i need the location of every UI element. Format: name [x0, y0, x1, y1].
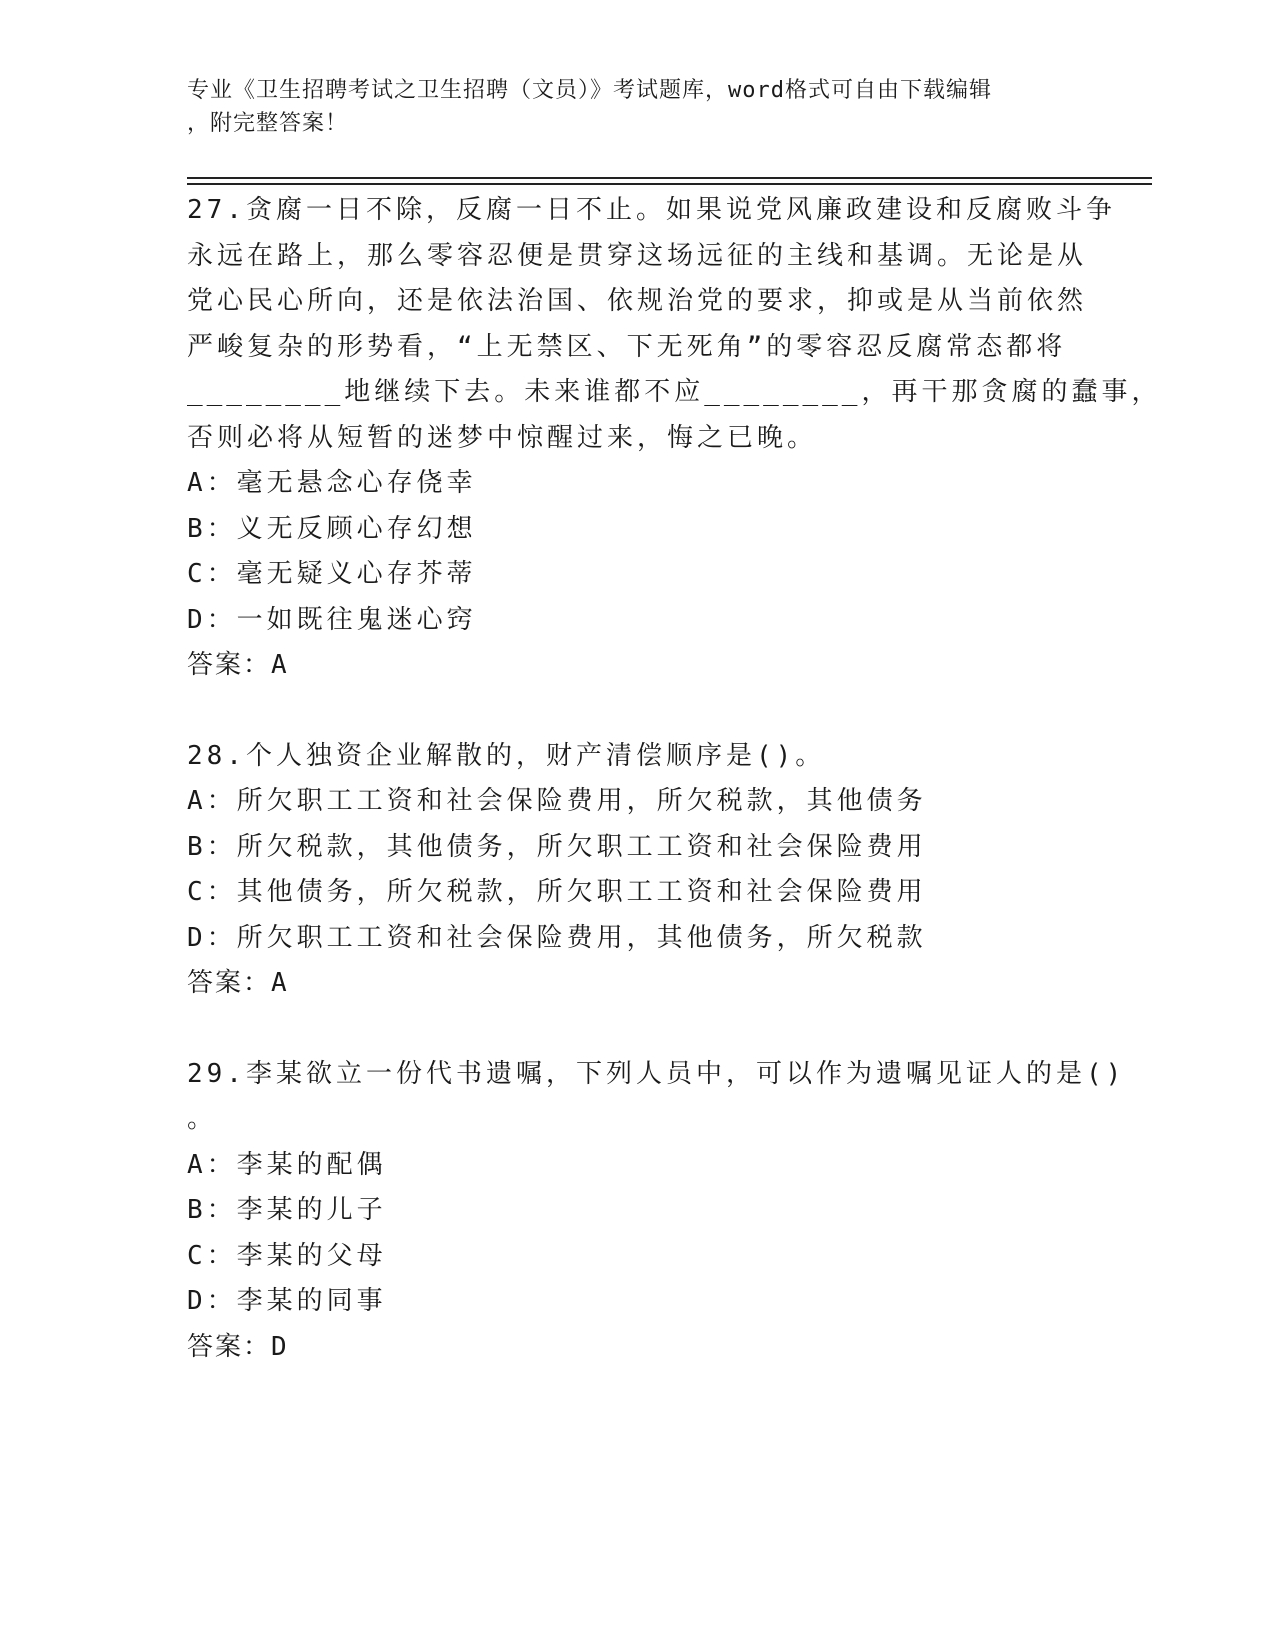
question-29	[187, 1052, 1126, 1371]
option-c: C：其他债务，所欠税款，所欠职工工资和社会保险费用	[187, 877, 927, 907]
answer-label: 答案：A	[187, 968, 289, 998]
option-d: D：一如既往鬼迷心窍	[187, 604, 477, 635]
option-c: C：毫无疑义心存芥蒂	[187, 559, 477, 589]
question-spacer	[187, 689, 1087, 734]
question-28	[187, 734, 1087, 1007]
option-a: A：李某的配偶	[187, 1149, 387, 1180]
question-text: 严峻复杂的形势看，“上无禁区、下无死角”的零容忍反腐常态都将	[187, 331, 1067, 362]
document-header	[187, 74, 1087, 140]
option-a: A：所欠职工工资和社会保险费用，所欠税款，其他债务	[187, 786, 927, 816]
header-line: 专业《卫生招聘考试之卫生招聘（文员）》考试题库，word格式可自由下载编辑	[187, 78, 992, 103]
question-text: 。	[187, 1104, 218, 1134]
question-text: 否则必将从短暂的迷梦中惊醒过来，悔之已晚。	[187, 422, 818, 453]
question-text: 28.个人独资企业解散的，财产清偿顺序是()。	[187, 740, 826, 771]
question-27	[187, 188, 1162, 689]
option-a: A：毫无悬念心存侥幸	[187, 468, 477, 498]
option-d: D：所欠职工工资和社会保险费用，其他债务，所欠税款	[187, 922, 927, 953]
question-text: 27.贪腐一日不除，反腐一日不止。如果说党风廉政建设和反腐败斗争	[187, 195, 1116, 225]
header-divider	[187, 177, 1152, 179]
header-line: ，附完整答案！	[187, 111, 349, 136]
question-text: 29.李某欲立一份代书遗嘱，下列人员中，可以作为遗嘱见证人的是()	[187, 1058, 1126, 1089]
question-text: 党心民心所向，还是依法治国、依规治党的要求，抑或是从当前依然	[187, 286, 1088, 316]
option-b: B：所欠税款，其他债务，所欠职工工资和社会保险费用	[187, 831, 927, 862]
option-c: C：李某的父母	[187, 1240, 387, 1271]
answer-label: 答案：D	[187, 1331, 289, 1362]
question-text: 永远在路上，那么零容忍便是贯穿这场远征的主线和基调。无论是从	[187, 240, 1088, 271]
question-list	[187, 188, 1162, 1370]
answer-label: 答案：A	[187, 650, 289, 680]
header-divider	[187, 183, 1152, 185]
option-b: B：李某的儿子	[187, 1195, 387, 1225]
option-b: B：义无反顾心存幻想	[187, 513, 477, 544]
option-d: D：李某的同事	[187, 1286, 387, 1316]
question-spacer	[187, 1007, 1087, 1052]
question-text: ________地继续下去。未来谁都不应________，再干那贪腐的蠢事，	[187, 377, 1162, 407]
